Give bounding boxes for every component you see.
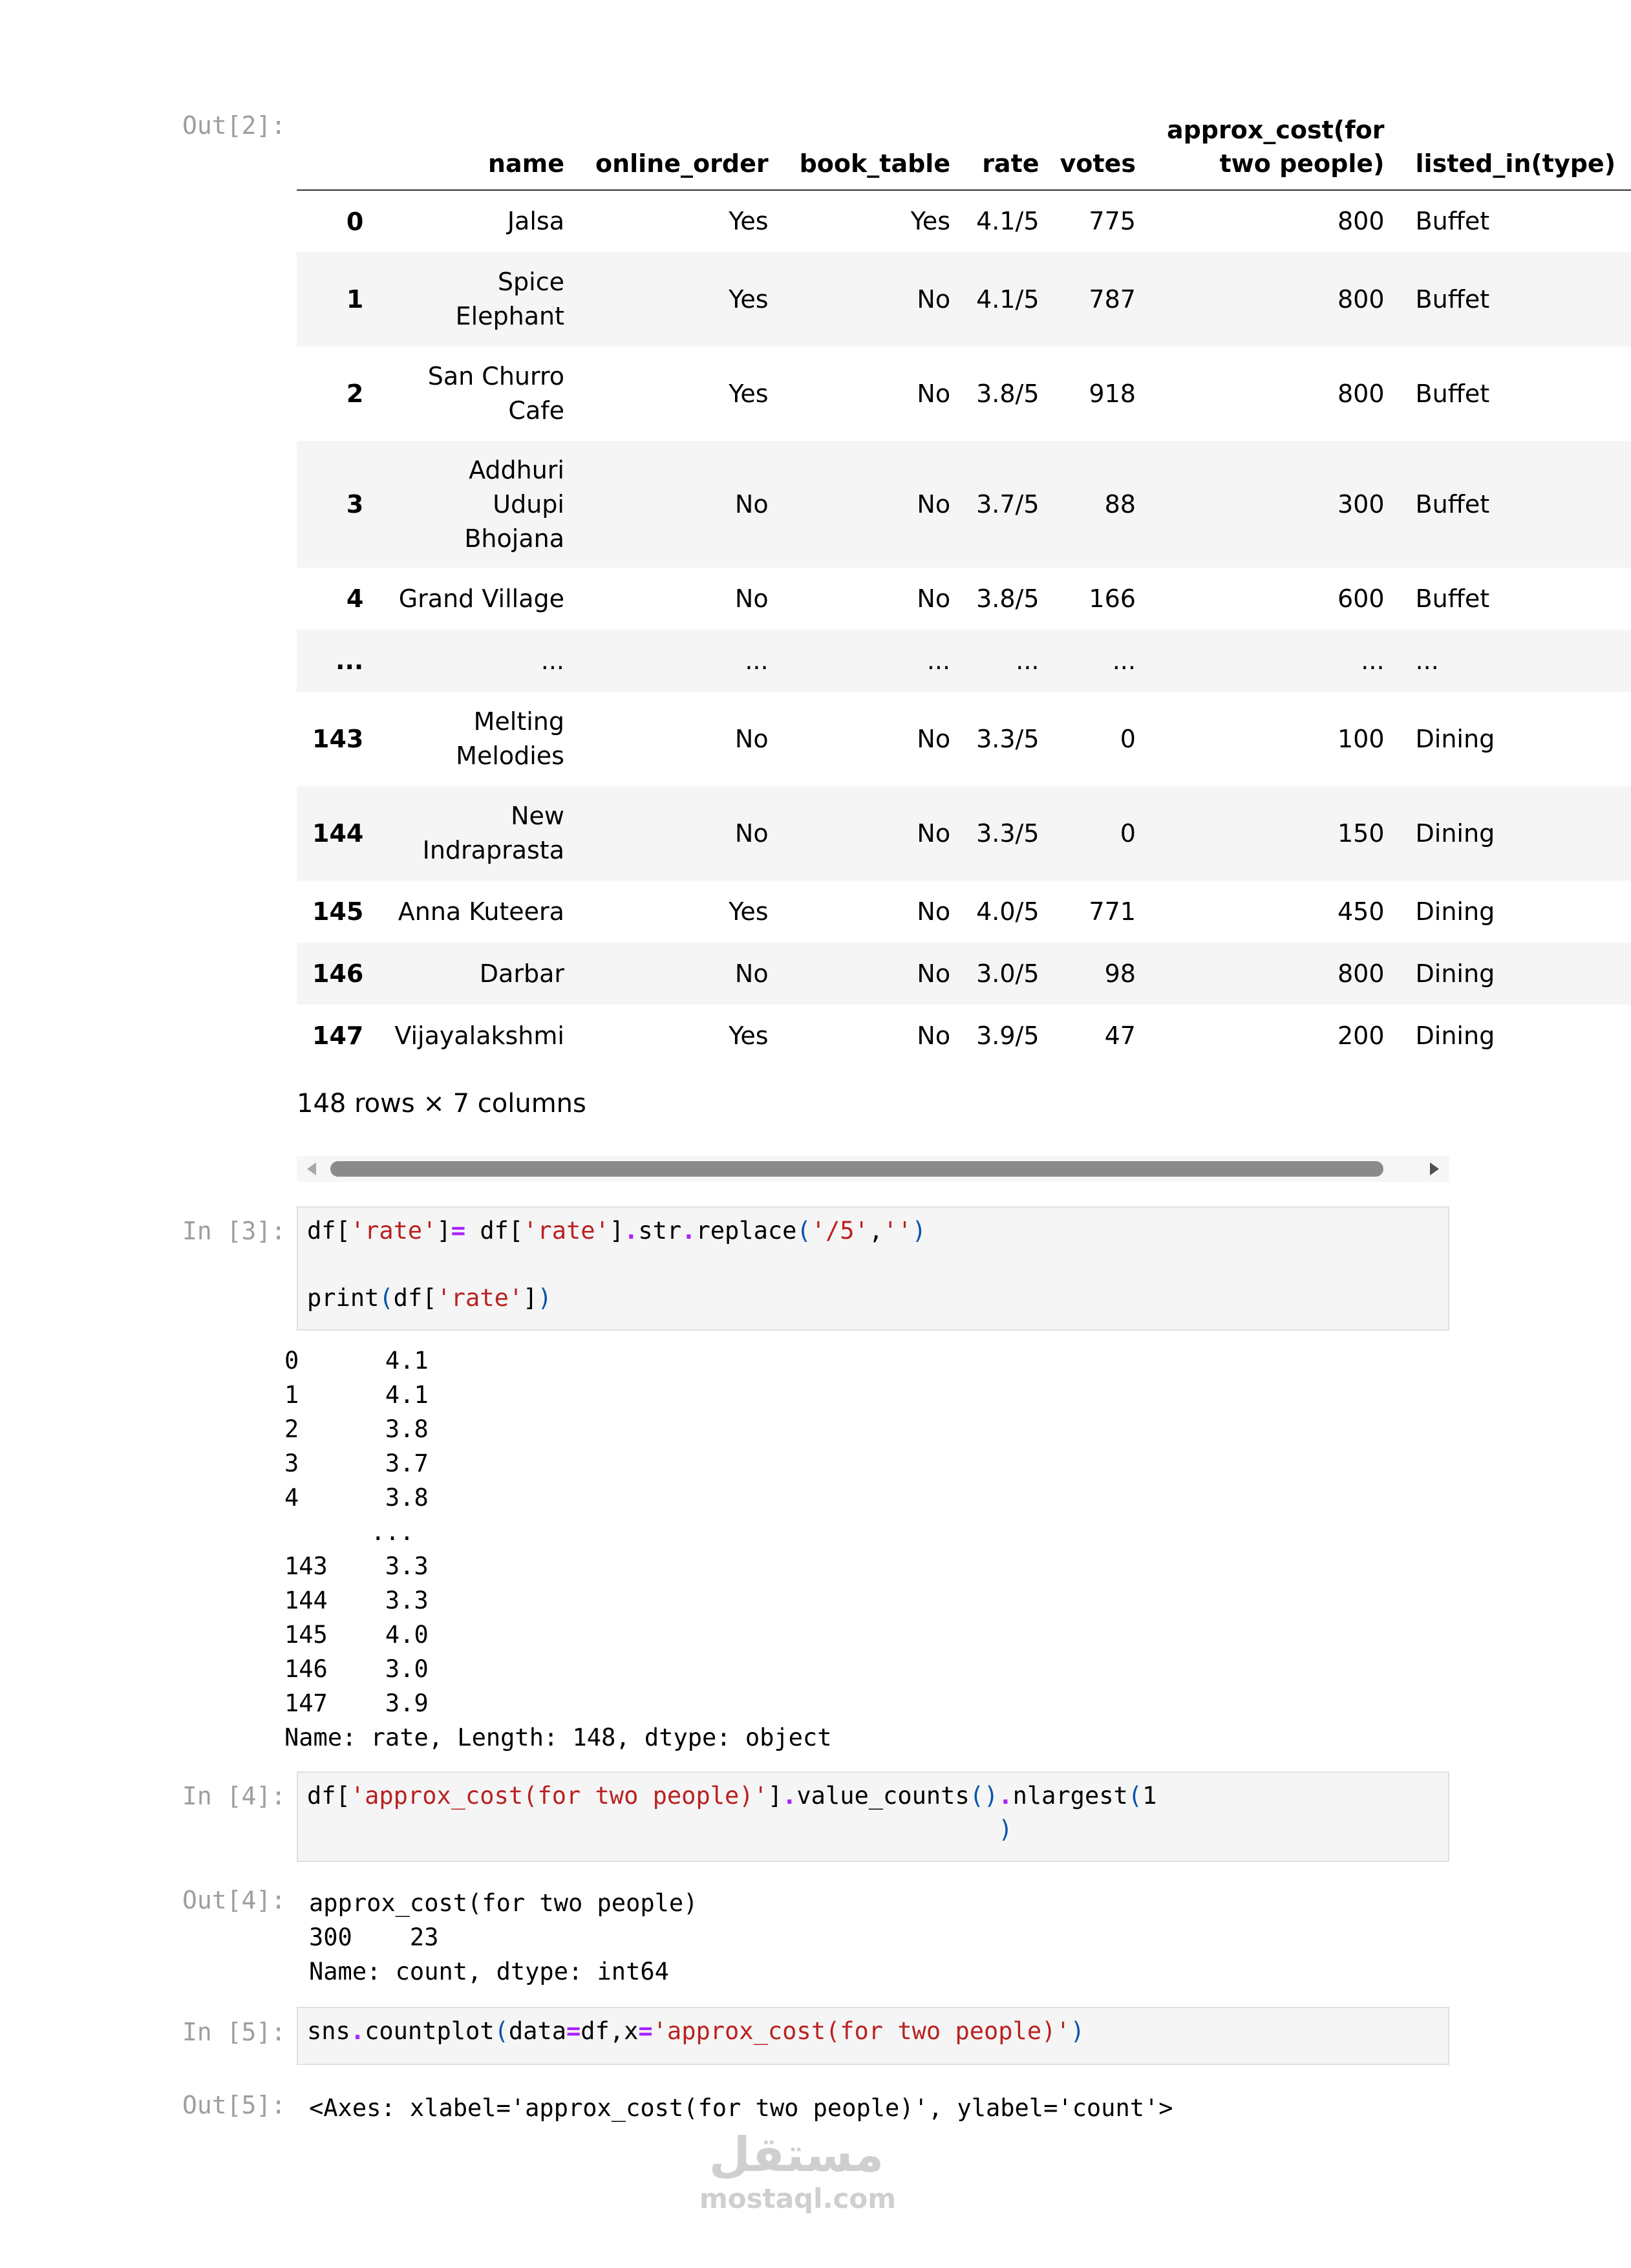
cell-name-line: Elephant (455, 302, 564, 330)
cell-rate: 4.1/5 (976, 284, 1039, 314)
cell-name-line: Jalsa (507, 207, 564, 235)
cell-name-line: Melodies (456, 742, 564, 770)
cell-name-line: Darbar (479, 959, 564, 988)
cell-approx-cost: 100 (1338, 724, 1385, 753)
table-header-row (297, 110, 1631, 190)
cell-votes: 88 (1104, 489, 1136, 519)
cell-name (379, 630, 580, 692)
cell-online-order: Yes (729, 897, 769, 926)
row-index: 144 (312, 819, 364, 848)
in5-prompt: In [5]: (182, 2018, 286, 2046)
cell-name-line: Cafe (508, 396, 564, 425)
cell-approx-cost: 450 (1338, 897, 1385, 926)
cell-listed-in-type: Dining (1415, 818, 1495, 848)
cell-listed-in-type: Dining (1415, 1021, 1495, 1050)
cell-online-order: ... (745, 646, 769, 675)
cell-votes: 166 (1089, 584, 1136, 613)
cell-name-line: New (511, 802, 564, 830)
index-header (297, 110, 379, 190)
watermark-url: mostaql.com (699, 2183, 896, 2214)
cell-online-order: Yes (729, 207, 769, 235)
cell-votes: 47 (1104, 1021, 1136, 1050)
code-cell-in5[interactable] (297, 2007, 1449, 2065)
cell-name-line: Bhojana (464, 524, 564, 553)
cell-rate: 3.3/5 (976, 818, 1039, 848)
table-row (297, 190, 1631, 252)
scroll-left-arrow-icon[interactable] (307, 1162, 316, 1175)
cell-book-table: No (917, 724, 951, 753)
cell-approx-cost: ... (1361, 646, 1385, 675)
cell-online-order: No (734, 959, 769, 988)
col-header-rate: rate (982, 149, 1039, 178)
mostaql-watermark (699, 2127, 896, 2215)
cell-name-line: Addhuri (469, 455, 564, 484)
cell-name (379, 441, 580, 568)
out2-prompt: Out[2]: (182, 111, 286, 140)
cell-name-line: Anna Kuteera (398, 897, 564, 926)
in3-stdout: 0 4.1 1 4.1 2 3.8 3 3.7 4 3.8 ... 143 3.3 144 3.3 145 4.0 146 3.0 147 3.9 Name: rate, Length: 148, dtype: object (284, 1347, 832, 1751)
cell-approx-cost: 600 (1338, 584, 1385, 613)
cell-name-line: Udupi (493, 489, 564, 519)
cell-online-order: No (734, 584, 769, 613)
code-cell-in4[interactable] (297, 1771, 1449, 1862)
cell-name (379, 190, 580, 252)
cell-rate: 3.8/5 (976, 584, 1039, 613)
cell-name (379, 347, 580, 441)
table-row (297, 692, 1631, 786)
cell-approx-cost: 150 (1338, 818, 1385, 848)
col-header-online-order: online_order (595, 149, 769, 178)
out4-prompt: Out[4]: (182, 1886, 286, 1914)
in3-prompt: In [3]: (182, 1217, 286, 1245)
scrollbar-thumb[interactable] (330, 1161, 1383, 1177)
row-index: 0 (346, 207, 364, 236)
table-row (297, 441, 1631, 568)
cell-listed-in-type: Buffet (1415, 584, 1490, 613)
cell-votes: 775 (1089, 207, 1136, 235)
cell-name (379, 943, 580, 1005)
cell-book-table: No (917, 818, 951, 848)
dataframe-table (297, 110, 1631, 1067)
cell-online-order: No (734, 724, 769, 753)
cell-listed-in-type: Dining (1415, 724, 1495, 753)
cell-book-table: No (917, 489, 951, 519)
out4-text: approx_cost(for two people) 300 23 Name: count, dtype: int64 (309, 1889, 698, 1985)
scroll-right-arrow-icon[interactable] (1430, 1162, 1439, 1175)
cell-name (379, 1005, 580, 1067)
cell-book-table: ... (926, 646, 951, 675)
row-index: 1 (346, 285, 364, 314)
cell-rate: 3.3/5 (976, 724, 1039, 753)
cell-online-order: No (734, 818, 769, 848)
cell-name (379, 692, 580, 786)
row-index: 2 (346, 380, 364, 408)
cell-listed-in-type: ... (1415, 646, 1439, 675)
cell-name (379, 252, 580, 347)
horizontal-scrollbar[interactable] (297, 1156, 1449, 1182)
cell-book-table: No (917, 284, 951, 314)
out5-text: <Axes: xlabel='approx_cost(for two people)', ylabel='count'> (309, 2094, 1173, 2122)
table-row (297, 252, 1631, 347)
cell-name-line: Melting (473, 707, 564, 736)
table-row (297, 347, 1631, 441)
cell-approx-cost: 800 (1338, 379, 1385, 408)
table-row (297, 943, 1631, 1005)
col-header-votes: votes (1060, 149, 1136, 178)
cell-name (379, 568, 580, 630)
cell-rate: 3.0/5 (976, 959, 1039, 988)
cell-votes: 98 (1104, 959, 1136, 988)
row-index: 147 (312, 1022, 364, 1050)
cell-rate: ... (1016, 646, 1039, 675)
cell-approx-cost: 800 (1338, 207, 1385, 235)
table-row (297, 568, 1631, 630)
cell-rate: 3.7/5 (976, 489, 1039, 519)
cell-listed-in-type: Buffet (1415, 207, 1490, 235)
code-line: ) (998, 1815, 1013, 1843)
cell-online-order: Yes (729, 284, 769, 314)
cell-votes: 0 (1120, 818, 1136, 848)
cell-votes: 787 (1089, 284, 1136, 314)
row-index: 4 (346, 584, 364, 613)
cell-name-line: Indraprasta (422, 836, 564, 864)
code-line: df['approx_cost(for two people)'].value_counts().nlargest(1 (307, 1782, 1157, 1810)
cell-book-table: No (917, 1021, 951, 1050)
cell-name (379, 786, 580, 881)
cell-votes: 918 (1089, 379, 1136, 408)
cell-book-table: Yes (910, 207, 951, 235)
cell-approx-cost: 200 (1338, 1021, 1385, 1050)
table-row (297, 630, 1631, 692)
cell-listed-in-type: Dining (1415, 897, 1495, 926)
cell-rate: 3.8/5 (976, 379, 1039, 408)
cell-online-order: No (734, 489, 769, 519)
code-line: df['rate']= df['rate'].str.replace('/5','') (307, 1217, 926, 1245)
cell-name-line: Grand Village (398, 584, 564, 613)
code-line: print(df['rate']) (307, 1284, 552, 1312)
cell-online-order: Yes (729, 379, 769, 408)
cell-listed-in-type: Buffet (1415, 379, 1490, 408)
cell-approx-cost: 800 (1338, 959, 1385, 988)
cell-listed-in-type: Buffet (1415, 489, 1490, 519)
cell-name-line: Vijayalakshmi (394, 1021, 564, 1050)
row-index: 145 (312, 897, 364, 926)
row-index: 143 (312, 725, 364, 753)
row-index: ... (336, 647, 364, 675)
cell-listed-in-type: Dining (1415, 959, 1495, 988)
cell-listed-in-type: Buffet (1415, 284, 1490, 314)
cell-approx-cost: 800 (1338, 284, 1385, 314)
cell-approx-cost: 300 (1338, 489, 1385, 519)
row-index: 3 (346, 490, 364, 519)
cell-name-line: San Churro (427, 362, 564, 390)
cell-votes: 771 (1089, 897, 1136, 926)
cell-book-table: No (917, 897, 951, 926)
col-header-book-table: book_table (799, 149, 951, 178)
cell-name-line: ... (540, 646, 564, 675)
cell-book-table: No (917, 584, 951, 613)
watermark-logo: مستقل (709, 2127, 884, 2183)
cell-rate: 4.1/5 (976, 207, 1039, 235)
col-header-listed-in-type: listed_in(type) (1415, 149, 1616, 178)
in4-prompt: In [4]: (182, 1782, 286, 1810)
table-row (297, 786, 1631, 881)
cell-votes: 0 (1120, 724, 1136, 753)
cell-name-line: Spice (497, 268, 564, 296)
cell-rate: 3.9/5 (976, 1021, 1039, 1050)
code-line: sns.countplot(data=df,x='approx_cost(for two people)') (307, 2017, 1085, 2045)
cell-book-table: No (917, 379, 951, 408)
dataframe-output (297, 110, 1616, 1067)
cell-rate: 4.0/5 (976, 897, 1039, 926)
cell-votes: ... (1112, 646, 1136, 675)
out5-prompt: Out[5]: (182, 2091, 286, 2119)
col-header-approx-cost: approx_cost(for two people) (1166, 116, 1385, 178)
cell-book-table: No (917, 959, 951, 988)
col-header-name: name (487, 149, 564, 178)
table-row (297, 1005, 1631, 1067)
code-cell-in3[interactable] (297, 1206, 1449, 1331)
dataframe-shape: 148 rows × 7 columns (297, 1089, 586, 1118)
table-row (297, 881, 1631, 943)
cell-name (379, 881, 580, 943)
row-index: 146 (312, 959, 364, 988)
cell-online-order: Yes (729, 1021, 769, 1050)
